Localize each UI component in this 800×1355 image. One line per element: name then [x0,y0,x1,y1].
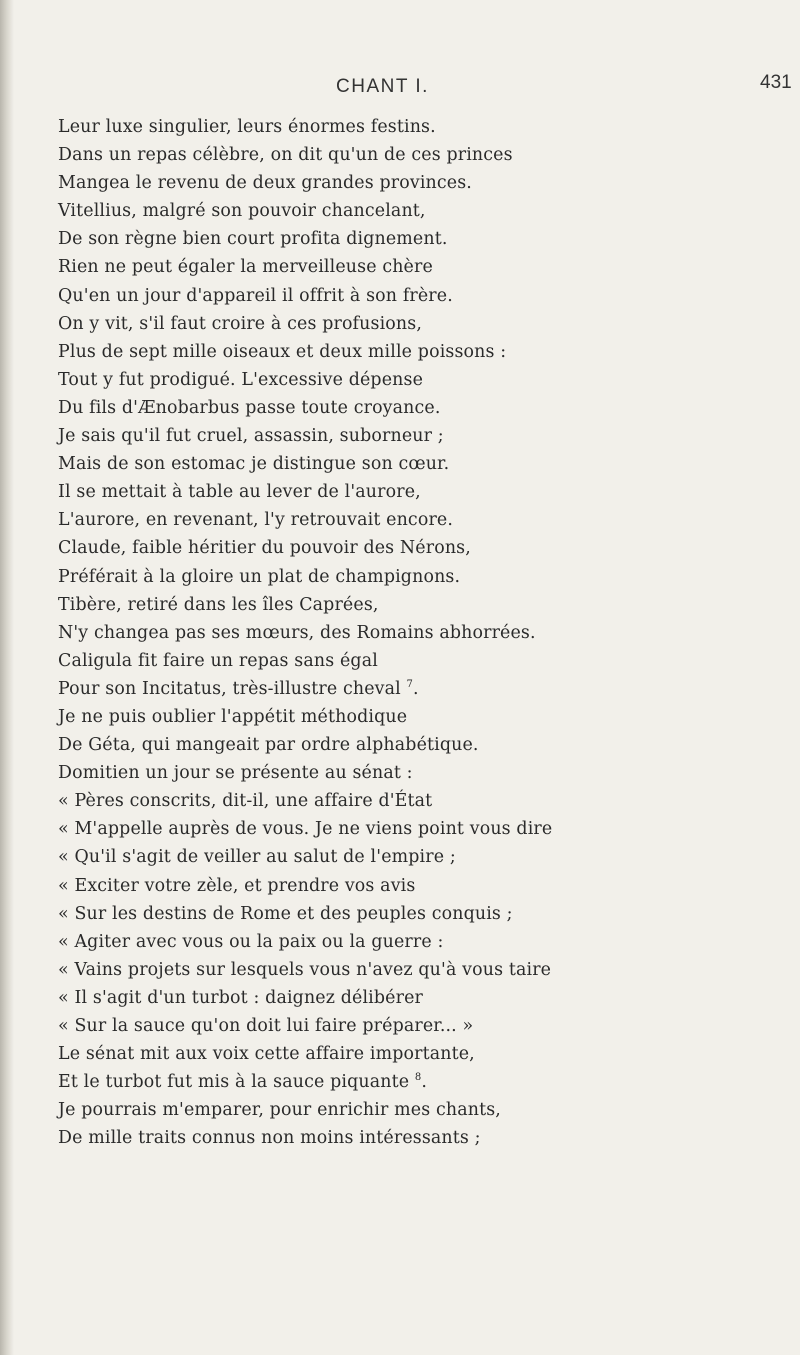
verse-line [58,113,798,141]
footnote-marker: 7 [406,679,414,691]
verse-line [58,675,798,703]
verse-text: Je sais qu'il fut cruel, assassin, suborneur ; [58,426,444,447]
verse-line [58,197,798,225]
verse-text: Claude, faible héritier du pouvoir des Nérons, [58,538,471,559]
verse-text: N'y changea pas ses mœurs, des Romains abhorrées. [58,622,536,643]
verse-line [58,506,798,534]
verse-text: Plus de sept mille oiseaux et deux mille poissons : [58,341,507,362]
verse-line [58,310,798,338]
verse-text: Pour son Incitatus, très-illustre cheval [58,678,401,699]
verse-line [58,1096,798,1124]
verse-text: Domitien un jour se présente au sénat : [58,763,413,784]
verse-line [58,366,798,394]
page-number: 431 [760,72,792,93]
verse-line [58,478,798,506]
verse-line [58,282,798,310]
verse-text: « Agiter avec vous ou la paix ou la guerre : [58,931,444,952]
verse-line [58,1012,798,1040]
verse-text: Je pourrais m'emparer, pour enrichir mes chants, [58,1100,501,1121]
verse-punctuation: . [421,1072,428,1093]
footnote-marker: 8 [414,1072,422,1084]
verse-block [58,113,798,1152]
verse-text: « Vains projets sur lesquels vous n'avez qu'à vous taire [58,959,552,980]
verse-text: Dans un repas célèbre, on dit qu'un de ces princes [58,145,513,166]
verse-line [58,815,798,843]
verse-line [58,703,798,731]
verse-line [58,591,798,619]
verse-line [58,872,798,900]
verse-line [58,647,798,675]
verse-line [58,422,798,450]
verse-line [58,563,798,591]
verse-text: L'aurore, en revenant, l'y retrouvait encore. [58,510,454,531]
verse-text: « Qu'il s'agit de veiller au salut de l'empire ; [58,847,456,868]
verse-text: Le sénat mit aux voix cette affaire importante, [58,1044,475,1065]
verse-line [58,253,798,281]
verse-text: Il se mettait à table au lever de l'aurore, [58,482,421,503]
running-head: CHANT I. [336,76,429,97]
verse-text: Vitellius, malgré son pouvoir chancelant, [58,201,426,222]
verse-text: « Sur les destins de Rome et des peuples conquis ; [58,903,513,924]
verse-line [58,984,798,1012]
verse-line [58,1124,798,1152]
verse-line [58,450,798,478]
verse-line [58,338,798,366]
verse-line [58,534,798,562]
verse-line [58,225,798,253]
page-header [0,72,800,106]
verse-text: « Il s'agit d'un turbot : daignez délibérer [58,987,423,1008]
verse-line [58,900,798,928]
verse-text: Et le turbot fut mis à la sauce piquante [58,1072,410,1093]
verse-text: Caligula fit faire un repas sans égal [58,650,378,671]
verse-line [58,956,798,984]
verse-text: Tout y fut prodigué. L'excessive dépense [58,369,424,390]
verse-text: « Sur la sauce qu'on doit lui faire préparer... » [58,1016,474,1036]
verse-text: Tibère, retiré dans les îles Caprées, [58,594,379,615]
verse-text: De Géta, qui mangeait par ordre alphabétique. [58,735,479,756]
verse-text: Je ne puis oublier l'appétit méthodique [58,706,408,727]
verse-line [58,169,798,197]
verse-line [58,843,798,871]
verse-line [58,394,798,422]
verse-text: De son règne bien court profita dignement. [58,229,448,250]
verse-text: Qu'en un jour d'appareil il offrit à son frère. [58,285,453,306]
verse-text: Rien ne peut égaler la merveilleuse chère [58,257,433,278]
verse-line [58,619,798,647]
verse-line [58,141,798,169]
verse-line [58,1068,798,1096]
verse-line [58,731,798,759]
verse-text: De mille traits connus non moins intéressants ; [58,1128,481,1149]
verse-punctuation: . [413,678,419,699]
verse-line [58,759,798,787]
verse-text: Leur luxe singulier, leurs énormes festins. [58,117,436,137]
verse-text: Mangea le revenu de deux grandes provinces. [58,173,472,194]
verse-text: Du fils d'Ænobarbus passe toute croyance. [58,397,441,418]
verse-text: Préférait à la gloire un plat de champignons. [58,566,461,587]
verse-text: « Exciter votre zèle, et prendre vos avis [58,875,416,896]
page-binding-edge [0,0,14,1355]
verse-line [58,787,798,815]
verse-line [58,1040,798,1068]
verse-text: On y vit, s'il faut croire à ces profusions, [58,313,423,334]
verse-line [58,928,798,956]
verse-text: « M'appelle auprès de vous. Je ne viens point vous dire [58,819,553,840]
verse-text: « Pères conscrits, dit-il, une affaire d'État [58,791,433,812]
verse-text: Mais de son estomac je distingue son cœur. [58,454,450,475]
